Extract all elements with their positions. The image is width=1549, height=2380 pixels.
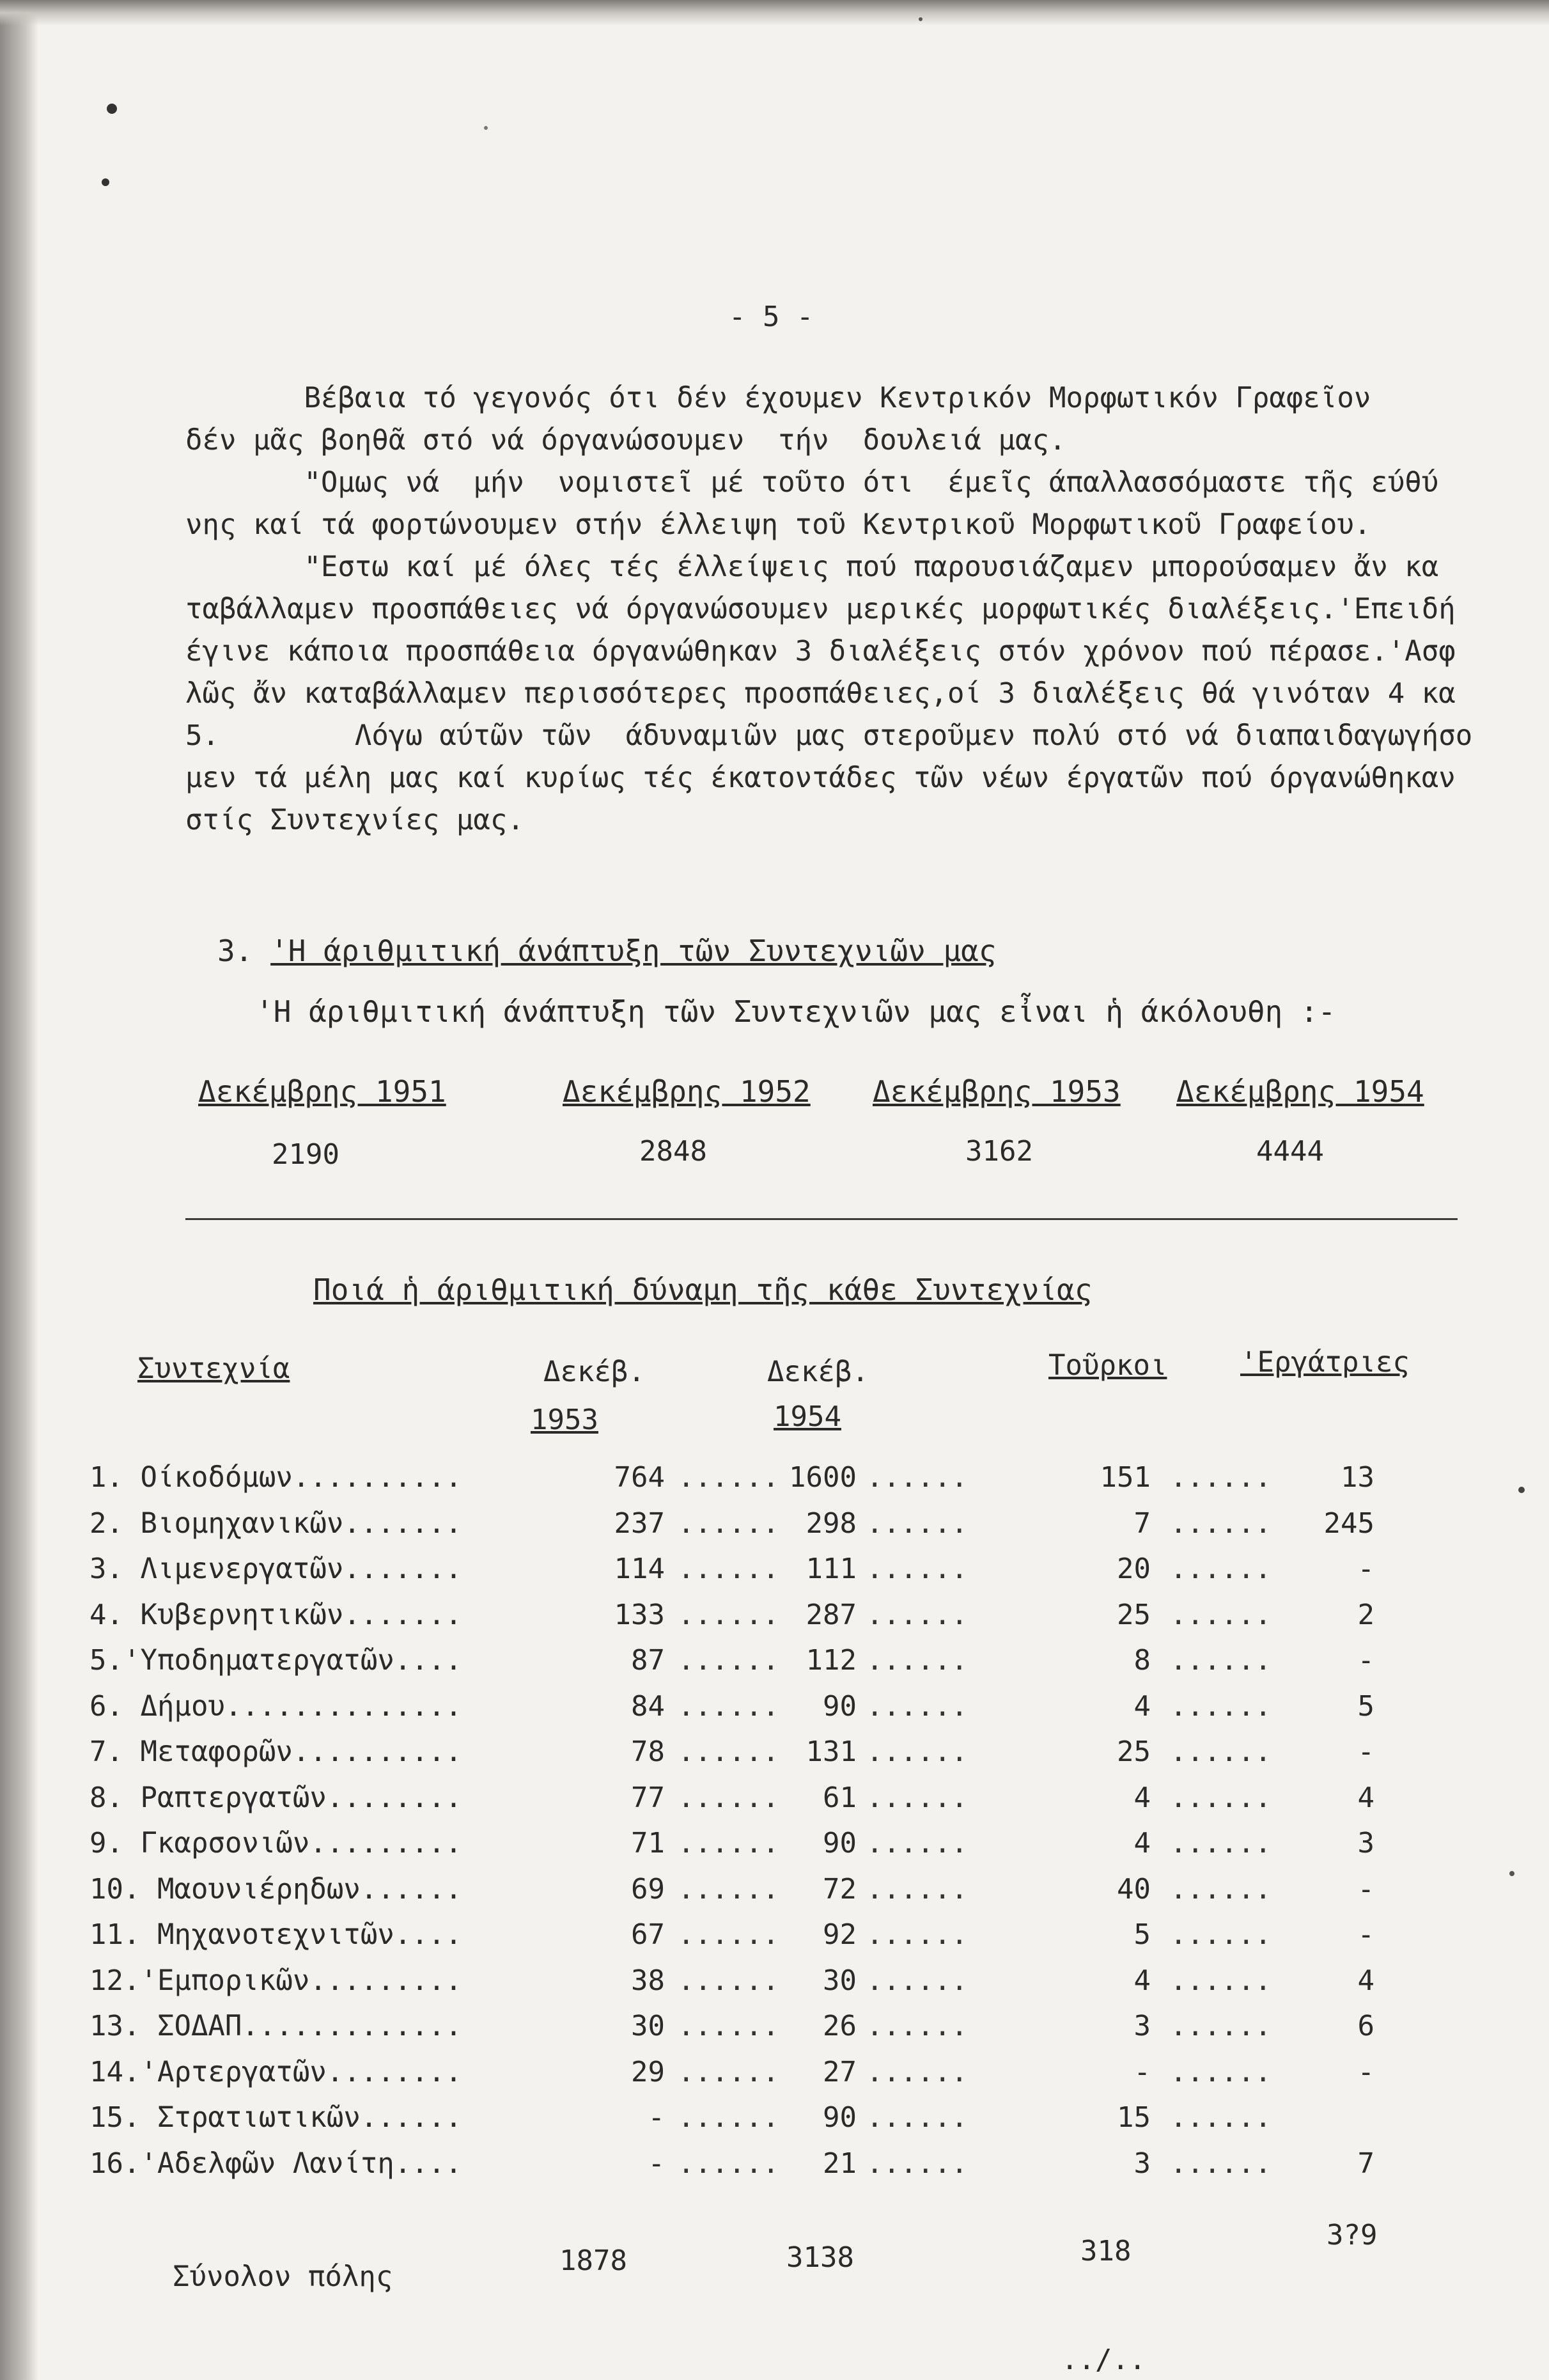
- dot-leader: ......: [1170, 1872, 1272, 1906]
- dot-leader: ......: [1170, 2101, 1272, 2134]
- union-name: 12.'Εμπορικῶν.........: [90, 1964, 462, 1997]
- dot-leader: ......: [866, 2101, 968, 2134]
- union-name: 9. Γκαρσονιῶν.........: [90, 1827, 462, 1859]
- women-workers: 3: [1357, 1827, 1374, 1859]
- dot-leader: ......: [866, 1507, 968, 1540]
- members-1953: 38: [631, 1964, 665, 1997]
- women-workers: 245: [1323, 1507, 1374, 1540]
- union-name: 7. Μεταφορῶν..........: [90, 1735, 462, 1768]
- women-workers: 13: [1341, 1461, 1374, 1494]
- dot-leader: ......: [1170, 1507, 1272, 1540]
- dot-leader: ......: [1170, 1598, 1272, 1631]
- dot-leader: ......: [678, 1918, 779, 1951]
- turkish-members: 20: [1117, 1553, 1151, 1585]
- section-3-intro: 'Η άριθμιτική άνάπτυξη τῶν Συντεχνιῶν μας εἶναι ἡ άκόλουθη :-: [256, 994, 1336, 1029]
- members-1953: 87: [631, 1644, 665, 1677]
- members-1954: 112: [806, 1644, 857, 1677]
- members-1954: 90: [823, 1827, 857, 1859]
- dot-leader: ......: [866, 2147, 968, 2180]
- dot-leader: ......: [1170, 1781, 1272, 1814]
- turkish-members: 4: [1133, 1689, 1151, 1723]
- dot-leader: ......: [1170, 1918, 1272, 1951]
- members-1954: 287: [806, 1598, 857, 1631]
- union-name: 2. Βιομηχανικῶν.......: [90, 1507, 462, 1540]
- dot-leader: ......: [678, 1644, 779, 1677]
- total-women: 3?9: [1327, 2219, 1378, 2251]
- turkish-members: 4: [1133, 1964, 1151, 1997]
- members-1954: 298: [806, 1507, 857, 1540]
- turkish-members: 3: [1133, 2010, 1151, 2042]
- turkish-members: 8: [1133, 1644, 1151, 1677]
- members-1954: 131: [806, 1735, 857, 1768]
- dot-leader: ......: [678, 1827, 779, 1859]
- col-header-dec-1953: Δεκέβ.: [543, 1356, 645, 1388]
- turkish-members: 4: [1133, 1827, 1151, 1859]
- women-workers: -: [1357, 1735, 1374, 1768]
- women-workers: -: [1357, 1918, 1374, 1951]
- members-1953: 78: [631, 1735, 665, 1768]
- total-1953: 1878: [559, 2244, 627, 2277]
- turkish-members: 15: [1117, 2101, 1151, 2134]
- continuation-mark: ../..: [1061, 2344, 1146, 2376]
- total-1954: 3138: [786, 2241, 854, 2274]
- body-paragraphs: Βέβαια τό γεγονός ότι δέν έχουμεν Κεντρικόν Μορφωτικόν Γραφεῖον δέν μᾶς βοηθᾶ στό νά όργανώσουμεν τήν δουλειά μας. "Ομως νά μήν νομιστεῖ μέ τοῦτο ότι έμεῖς άπαλλασσόμαστε τῆς εύθύ νης καί τά φορτώνουμεν στήν έλλειψη τοῦ Κεντρικοῦ Μορφωτικοῦ Γραφείου. "Εστω καί μέ όλες τές έλλείψεις πού παρουσιάζαμεν μπορούσαμεν ἄν κα ταβάλλαμεν προσπάθειες νά όργανώσουμεν μερικές μορφωτικές διαλέξεις.'Επειδή έγινε κάποια προσπάθεια όργανώθηκαν 3 διαλέξεις στόν χρόνον πού πέρασε.'Ασφ λῶς ἄν καταβάλλαμεν περισσότερες προσπάθειες,οί 3 διαλέξεις θά γινόταν 4 κα 5. Λόγω αύτῶν τῶν άδυναμιῶν μας στεροῦμεν πολύ στό νά διαπαιδαγωγήσο μεν τά μέλη μας καί κυρίως τές έκατοντάδες τῶν νέων έργατῶν πού όργανώθηκαν στίς Συντεχνίες μας.: [185, 382, 1473, 836]
- dot-leader: ......: [866, 1735, 968, 1768]
- dot-leader: ......: [678, 2010, 779, 2042]
- dot-leader: ......: [866, 1827, 968, 1859]
- members-1953: 133: [614, 1598, 665, 1631]
- union-name: 1. Οίκοδόμων..........: [90, 1461, 462, 1494]
- dot-leader: ......: [866, 1781, 968, 1814]
- dot-leader: ......: [1170, 1735, 1272, 1768]
- women-workers: -: [1357, 1872, 1374, 1906]
- year-label-1952: Δεκέμβρης 1952: [563, 1074, 811, 1109]
- dot-leader: ......: [866, 1598, 968, 1631]
- dot-leader: ......: [678, 1553, 779, 1585]
- dot-leader: ......: [866, 1964, 968, 1997]
- union-name: 5.'Υποδηματεργατῶν....: [90, 1644, 462, 1677]
- dot-leader: ......: [866, 1918, 968, 1951]
- dot-leader: ......: [1170, 2147, 1272, 2180]
- dot-leader: ......: [866, 1689, 968, 1723]
- col-header-women: 'Εργάτριες: [1240, 1346, 1410, 1379]
- members-1954: 90: [823, 2101, 857, 2134]
- dot-leader: ......: [1170, 1964, 1272, 1997]
- union-name: 10. Μαουνιέρηδων......: [90, 1872, 462, 1906]
- year-label-1954: Δεκέμβρης 1954: [1176, 1074, 1424, 1109]
- turkish-members: 40: [1117, 1872, 1151, 1906]
- members-1954: 1600: [789, 1461, 857, 1494]
- members-1953: 237: [614, 1507, 665, 1540]
- dot-leader: ......: [678, 1598, 779, 1631]
- col-header-year-1954: 1954: [774, 1400, 841, 1433]
- dot-leader: ......: [1170, 1553, 1272, 1585]
- members-1954: 72: [823, 1872, 857, 1906]
- col-header-year-1953: 1953: [531, 1404, 598, 1436]
- col-header-turks: Τοῦρκοι: [1048, 1349, 1167, 1382]
- dot-leader: ......: [866, 2010, 968, 2042]
- dot-leader: ......: [678, 2055, 779, 2088]
- women-workers: 2: [1357, 1598, 1374, 1631]
- members-1953: 30: [631, 2010, 665, 2042]
- dot-leader: ......: [1170, 1827, 1272, 1859]
- women-workers: -: [1357, 1553, 1374, 1585]
- members-1953: 84: [631, 1689, 665, 1723]
- union-name: 11. Μηχανοτεχνιτῶν....: [90, 1918, 462, 1951]
- dot-leader: ......: [678, 1781, 779, 1814]
- dot-leader: ......: [1170, 1461, 1272, 1494]
- union-name: 14.'Αρτεργατῶν........: [90, 2055, 462, 2088]
- women-workers: 7: [1357, 2147, 1374, 2180]
- members-1954: 90: [823, 1689, 857, 1723]
- dot-leader: ......: [678, 1461, 779, 1494]
- dot-leader: ......: [678, 1735, 779, 1768]
- total-label: Σύνολον πόλης: [173, 2260, 393, 2293]
- turkish-members: -: [1133, 2055, 1151, 2088]
- page-number: - 5 -: [729, 301, 814, 333]
- dot-leader: ......: [678, 1872, 779, 1906]
- dot-leader: ......: [866, 1872, 968, 1906]
- dot-leader: ......: [678, 1964, 779, 1997]
- members-1953: 764: [614, 1461, 665, 1494]
- turkish-members: 151: [1100, 1461, 1151, 1494]
- union-name: 15. Στρατιωτικῶν......: [90, 2101, 462, 2134]
- year-value-1953: 3162: [965, 1135, 1033, 1168]
- turkish-members: 5: [1133, 1918, 1151, 1951]
- members-1954: 26: [823, 2010, 857, 2042]
- members-1953: 67: [631, 1918, 665, 1951]
- dot-leader: ......: [866, 1644, 968, 1677]
- total-turks: 318: [1080, 2235, 1132, 2267]
- members-1954: 21: [823, 2147, 857, 2180]
- members-1954: 61: [823, 1781, 857, 1814]
- members-1954: 92: [823, 1918, 857, 1951]
- turkish-members: 7: [1133, 1507, 1151, 1540]
- section-3-number: 3.: [217, 934, 253, 968]
- women-workers: -: [1357, 1644, 1374, 1677]
- members-1953: 69: [631, 1872, 665, 1906]
- members-1953: 29: [631, 2055, 665, 2088]
- turkish-members: 4: [1133, 1781, 1151, 1814]
- union-name: 13. ΣΟΔΑΠ.............: [90, 2010, 462, 2042]
- members-1953: 77: [631, 1781, 665, 1814]
- members-1953: -: [648, 2147, 665, 2180]
- dot-leader: ......: [866, 1461, 968, 1494]
- women-workers: 5: [1357, 1689, 1374, 1723]
- members-1954: 27: [823, 2055, 857, 2088]
- turkish-members: 25: [1117, 1735, 1151, 1768]
- dot-leader: ......: [1170, 2010, 1272, 2042]
- union-name: 16.'Αδελφῶν Λανίτη....: [90, 2147, 462, 2180]
- section-3-title: 'Η άριθμιτική άνάπτυξη τῶν Συντεχνιῶν μας: [270, 934, 997, 968]
- members-1954: 30: [823, 1964, 857, 1997]
- union-name: 4. Κυβερνητικῶν.......: [90, 1598, 462, 1631]
- year-label-1953: Δεκέμβρης 1953: [873, 1074, 1121, 1109]
- women-workers: -: [1357, 2055, 1374, 2088]
- members-1953: 71: [631, 1827, 665, 1859]
- union-name: 3. Λιμενεργατῶν.......: [90, 1553, 462, 1585]
- members-1953: 114: [614, 1553, 665, 1585]
- table-title: Ποιά ἡ άριθμιτική δύναμη τῆς κάθε Συντεχνίας: [313, 1272, 1093, 1307]
- dot-leader: ......: [678, 2101, 779, 2134]
- year-value-1952: 2848: [639, 1135, 707, 1168]
- col-header-union: Συντεχνία: [137, 1352, 290, 1385]
- dot-leader: ......: [678, 2147, 779, 2180]
- dot-leader: ......: [678, 1689, 779, 1723]
- dot-leader: ......: [866, 2055, 968, 2088]
- members-1953: -: [648, 2101, 665, 2134]
- col-header-dec-1954: Δεκέβ.: [767, 1356, 869, 1388]
- year-label-1951: Δεκέμβρης 1951: [198, 1074, 446, 1109]
- women-workers: 4: [1357, 1781, 1374, 1814]
- dot-leader: ......: [1170, 1644, 1272, 1677]
- dot-leader: ......: [1170, 2055, 1272, 2088]
- members-1954: 111: [806, 1553, 857, 1585]
- dot-leader: ......: [866, 1553, 968, 1585]
- women-workers: 6: [1357, 2010, 1374, 2042]
- women-workers: 4: [1357, 1964, 1374, 1997]
- dot-leader: ......: [1170, 1689, 1272, 1723]
- year-value-1954: 4444: [1256, 1135, 1324, 1168]
- union-name: 8. Ραπτεργατῶν........: [90, 1781, 462, 1814]
- union-name: 6. Δήμου..............: [90, 1689, 462, 1723]
- turkish-members: 25: [1117, 1598, 1151, 1631]
- dot-leader: ......: [678, 1507, 779, 1540]
- turkish-members: 3: [1133, 2147, 1151, 2180]
- year-value-1951: 2190: [272, 1138, 339, 1171]
